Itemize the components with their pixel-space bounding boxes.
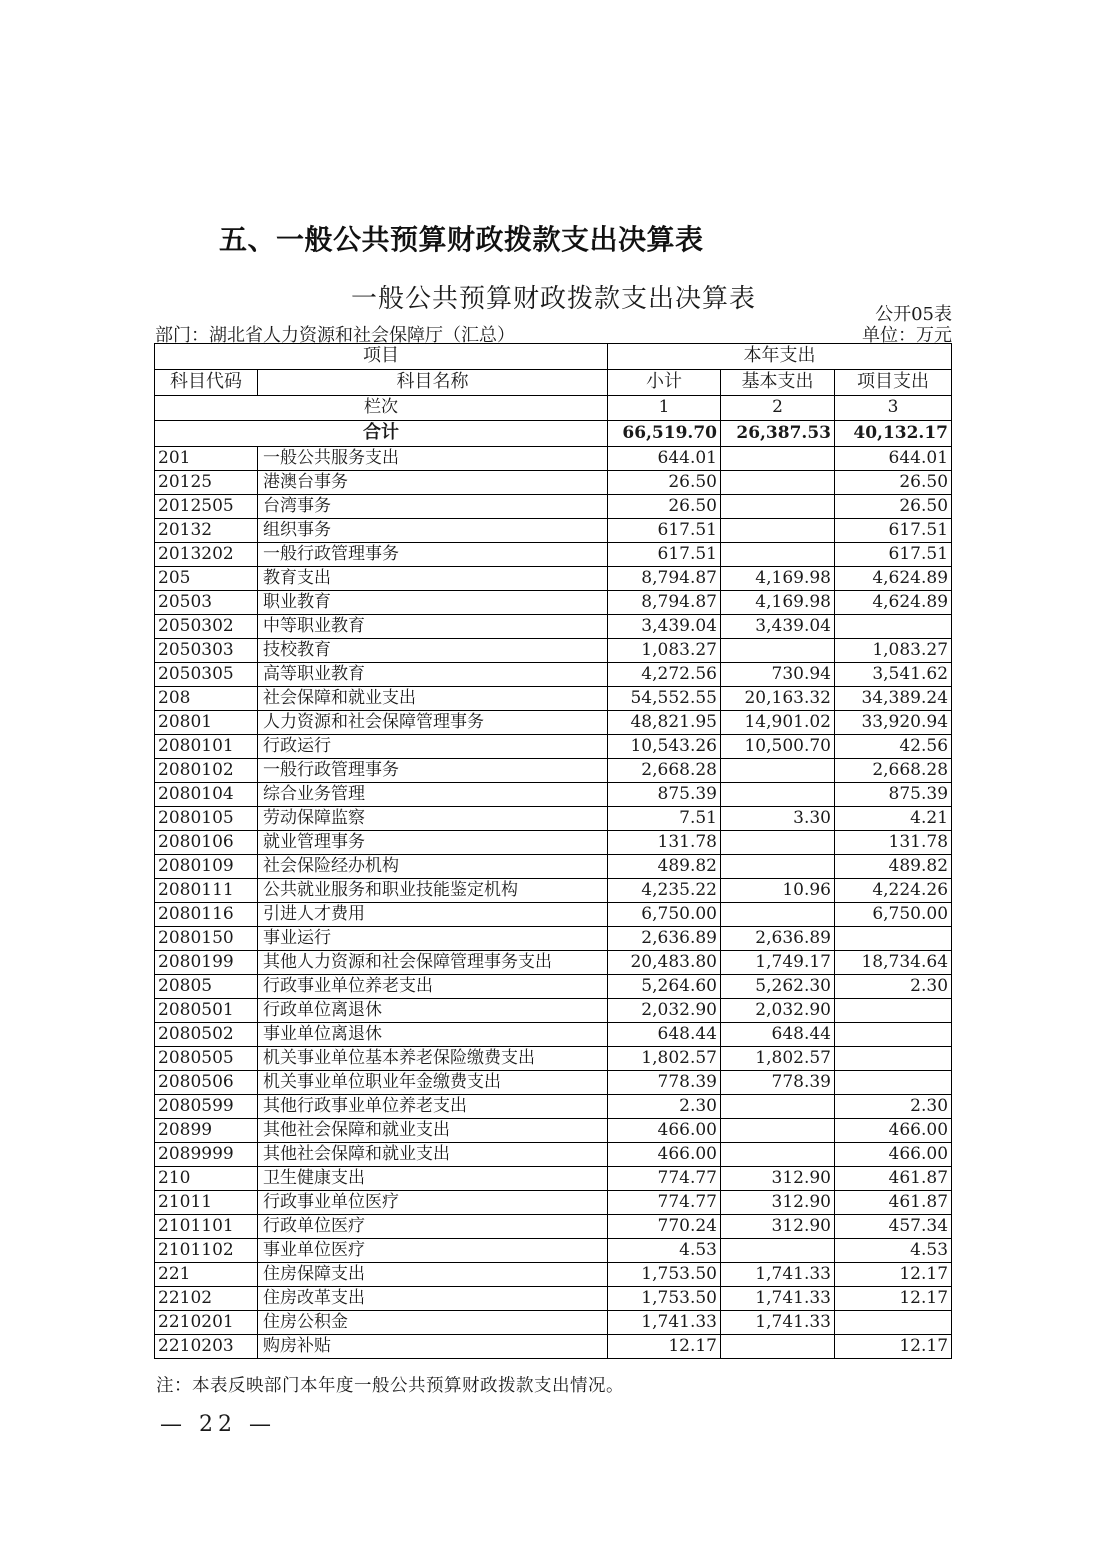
cell-subject-code: 20899 (155, 1119, 258, 1143)
cell-subject-name: 劳动保障监察 (258, 807, 608, 831)
table-row (155, 999, 952, 1023)
cell-basic-expenditure: 3.30 (721, 807, 835, 831)
cell-basic-expenditure (721, 831, 835, 855)
cell-subtotal: 648.44 (608, 1023, 721, 1047)
header-subject-name: 科目名称 (258, 370, 608, 396)
table-row (155, 1119, 952, 1143)
cell-basic-expenditure (721, 1119, 835, 1143)
cell-subject-name: 其他人力资源和社会保障管理事务支出 (258, 951, 608, 975)
cell-subject-code: 210 (155, 1167, 258, 1191)
cell-subject-code: 21011 (155, 1191, 258, 1215)
table-row (155, 567, 952, 591)
cell-subject-name: 公共就业服务和职业技能鉴定机构 (258, 879, 608, 903)
cell-basic-expenditure (721, 447, 835, 471)
cell-subject-name: 其他社会保障和就业支出 (258, 1119, 608, 1143)
cell-project-expenditure (835, 1071, 952, 1095)
cell-subject-name: 行政单位医疗 (258, 1215, 608, 1239)
cell-subject-code: 2050305 (155, 663, 258, 687)
table-row (155, 927, 952, 951)
cell-basic-expenditure: 2,636.89 (721, 927, 835, 951)
column-index-label: 栏次 (155, 396, 608, 421)
cell-subtotal: 466.00 (608, 1143, 721, 1167)
cell-subject-code: 2080502 (155, 1023, 258, 1047)
cell-subject-name: 一般行政管理事务 (258, 759, 608, 783)
cell-subject-code: 2080104 (155, 783, 258, 807)
cell-subject-name: 事业单位离退休 (258, 1023, 608, 1047)
cell-basic-expenditure (721, 471, 835, 495)
cell-subtotal: 4,235.22 (608, 879, 721, 903)
table-row (155, 1191, 952, 1215)
table-row (155, 543, 952, 567)
table-row (155, 975, 952, 999)
cell-subject-code: 2080501 (155, 999, 258, 1023)
cell-basic-expenditure: 14,901.02 (721, 711, 835, 735)
cell-project-expenditure: 26.50 (835, 471, 952, 495)
table-row (155, 1335, 952, 1359)
cell-subtotal: 5,264.60 (608, 975, 721, 999)
cell-project-expenditure: 461.87 (835, 1191, 952, 1215)
cell-project-expenditure: 4,624.89 (835, 591, 952, 615)
unit-label: 单位：万元 (862, 325, 952, 346)
cell-subject-name: 事业运行 (258, 927, 608, 951)
table-row (155, 1071, 952, 1095)
table-row (155, 615, 952, 639)
cell-subject-name: 技校教育 (258, 639, 608, 663)
cell-project-expenditure: 617.51 (835, 543, 952, 567)
cell-basic-expenditure (721, 543, 835, 567)
cell-subject-code: 2050303 (155, 639, 258, 663)
cell-subtotal: 4,272.56 (608, 663, 721, 687)
cell-subject-name: 卫生健康支出 (258, 1167, 608, 1191)
cell-subtotal: 26.50 (608, 495, 721, 519)
table-title: 一般公共预算财政拨款支出决算表 (350, 284, 756, 314)
cell-subject-name: 引进人才费用 (258, 903, 608, 927)
cell-subject-code: 205 (155, 567, 258, 591)
cell-subtotal: 2.30 (608, 1095, 721, 1119)
cell-basic-expenditure: 1,749.17 (721, 951, 835, 975)
cell-subject-name: 行政事业单位养老支出 (258, 975, 608, 999)
cell-basic-expenditure: 3,439.04 (721, 615, 835, 639)
table-row (155, 903, 952, 927)
table-row (155, 759, 952, 783)
table-row (155, 879, 952, 903)
cell-subject-name: 购房补贴 (258, 1335, 608, 1359)
cell-subtotal: 2,032.90 (608, 999, 721, 1023)
table-row (155, 783, 952, 807)
cell-subject-code: 2080199 (155, 951, 258, 975)
cell-subject-name: 住房公积金 (258, 1311, 608, 1335)
section-title: 五、一般公共预算财政拨款支出决算表 (219, 224, 704, 255)
table-row (155, 591, 952, 615)
cell-subtotal: 489.82 (608, 855, 721, 879)
cell-subject-name: 港澳台事务 (258, 471, 608, 495)
cell-subject-code: 2080506 (155, 1071, 258, 1095)
cell-project-expenditure: 18,734.64 (835, 951, 952, 975)
cell-subject-code: 2080109 (155, 855, 258, 879)
table-row (155, 1287, 952, 1311)
cell-subject-code: 20125 (155, 471, 258, 495)
table-row (155, 1047, 952, 1071)
cell-project-expenditure: 4.21 (835, 807, 952, 831)
page-number: — 22 — (160, 1412, 276, 1437)
cell-project-expenditure: 4,624.89 (835, 567, 952, 591)
cell-subject-name: 其他行政事业单位养老支出 (258, 1095, 608, 1119)
cell-basic-expenditure (721, 495, 835, 519)
cell-basic-expenditure (721, 783, 835, 807)
cell-subject-code: 2210203 (155, 1335, 258, 1359)
cell-subject-name: 组织事务 (258, 519, 608, 543)
cell-subject-name: 人力资源和社会保障管理事务 (258, 711, 608, 735)
cell-basic-expenditure (721, 759, 835, 783)
cell-project-expenditure: 466.00 (835, 1119, 952, 1143)
total-row (155, 421, 952, 447)
cell-subtotal: 54,552.55 (608, 687, 721, 711)
cell-subject-code: 20132 (155, 519, 258, 543)
cell-project-expenditure: 2.30 (835, 1095, 952, 1119)
cell-subject-code: 2013202 (155, 543, 258, 567)
header-group-row (155, 344, 952, 370)
cell-basic-expenditure: 1,741.33 (721, 1287, 835, 1311)
table-row (155, 471, 952, 495)
cell-subject-name: 社会保障和就业支出 (258, 687, 608, 711)
table-row (155, 495, 952, 519)
cell-project-expenditure: 33,920.94 (835, 711, 952, 735)
cell-subtotal: 20,483.80 (608, 951, 721, 975)
cell-project-expenditure: 457.34 (835, 1215, 952, 1239)
cell-subtotal: 48,821.95 (608, 711, 721, 735)
total-subtotal: 66,519.70 (608, 421, 721, 447)
cell-subtotal: 466.00 (608, 1119, 721, 1143)
cell-subject-code: 2101102 (155, 1239, 258, 1263)
cell-basic-expenditure: 20,163.32 (721, 687, 835, 711)
cell-subject-name: 事业单位医疗 (258, 1239, 608, 1263)
cell-subject-code: 208 (155, 687, 258, 711)
cell-subtotal: 4.53 (608, 1239, 721, 1263)
column-index-1: 1 (608, 396, 721, 421)
cell-subject-code: 20503 (155, 591, 258, 615)
total-project: 40,132.17 (835, 421, 952, 447)
table-row (155, 1143, 952, 1167)
cell-project-expenditure (835, 1023, 952, 1047)
table-row (155, 1215, 952, 1239)
cell-basic-expenditure (721, 639, 835, 663)
cell-basic-expenditure (721, 1095, 835, 1119)
cell-project-expenditure (835, 1311, 952, 1335)
header-project-group: 项目 (155, 344, 608, 370)
cell-project-expenditure: 875.39 (835, 783, 952, 807)
header-project-expenditure: 项目支出 (835, 370, 952, 396)
cell-subject-name: 行政事业单位医疗 (258, 1191, 608, 1215)
cell-basic-expenditure: 10.96 (721, 879, 835, 903)
cell-subtotal: 3,439.04 (608, 615, 721, 639)
table-row (155, 1023, 952, 1047)
cell-subtotal: 1,741.33 (608, 1311, 721, 1335)
header-subject-code: 科目代码 (155, 370, 258, 396)
table-row (155, 1239, 952, 1263)
cell-project-expenditure: 4.53 (835, 1239, 952, 1263)
cell-project-expenditure: 131.78 (835, 831, 952, 855)
table-row (155, 1167, 952, 1191)
cell-basic-expenditure (721, 903, 835, 927)
cell-subject-code: 2080116 (155, 903, 258, 927)
cell-subject-name: 行政单位离退休 (258, 999, 608, 1023)
cell-subtotal: 778.39 (608, 1071, 721, 1095)
table-row (155, 687, 952, 711)
cell-subject-name: 机关事业单位基本养老保险缴费支出 (258, 1047, 608, 1071)
cell-subject-code: 2080599 (155, 1095, 258, 1119)
table-row (155, 1263, 952, 1287)
cell-subtotal: 131.78 (608, 831, 721, 855)
cell-subject-name: 职业教育 (258, 591, 608, 615)
cell-basic-expenditure: 312.90 (721, 1191, 835, 1215)
table-note: 注：本表反映部门本年度一般公共预算财政拨款支出情况。 (156, 1376, 624, 1396)
cell-subtotal: 12.17 (608, 1335, 721, 1359)
cell-subtotal: 1,083.27 (608, 639, 721, 663)
table-row (155, 639, 952, 663)
cell-subject-name: 台湾事务 (258, 495, 608, 519)
cell-subject-code: 2012505 (155, 495, 258, 519)
cell-project-expenditure: 3,541.62 (835, 663, 952, 687)
cell-basic-expenditure: 1,741.33 (721, 1263, 835, 1287)
cell-subtotal: 8,794.87 (608, 591, 721, 615)
cell-subtotal: 617.51 (608, 519, 721, 543)
cell-subject-name: 综合业务管理 (258, 783, 608, 807)
cell-subtotal: 2,636.89 (608, 927, 721, 951)
cell-subtotal: 1,802.57 (608, 1047, 721, 1071)
cell-basic-expenditure (721, 855, 835, 879)
cell-basic-expenditure (721, 1143, 835, 1167)
cell-subject-code: 2080105 (155, 807, 258, 831)
header-basic-expenditure: 基本支出 (721, 370, 835, 396)
cell-subtotal: 617.51 (608, 543, 721, 567)
header-subtotal: 小计 (608, 370, 721, 396)
cell-subtotal: 770.24 (608, 1215, 721, 1239)
cell-project-expenditure (835, 1047, 952, 1071)
cell-basic-expenditure: 778.39 (721, 1071, 835, 1095)
cell-basic-expenditure (721, 1335, 835, 1359)
cell-project-expenditure: 12.17 (835, 1287, 952, 1311)
cell-subtotal: 774.77 (608, 1191, 721, 1215)
cell-subtotal: 1,753.50 (608, 1263, 721, 1287)
cell-basic-expenditure: 2,032.90 (721, 999, 835, 1023)
cell-project-expenditure: 12.17 (835, 1335, 952, 1359)
cell-project-expenditure: 6,750.00 (835, 903, 952, 927)
cell-basic-expenditure (721, 1239, 835, 1263)
cell-subtotal: 644.01 (608, 447, 721, 471)
cell-subject-code: 2050302 (155, 615, 258, 639)
cell-project-expenditure: 12.17 (835, 1263, 952, 1287)
cell-subject-code: 2101101 (155, 1215, 258, 1239)
cell-project-expenditure: 617.51 (835, 519, 952, 543)
cell-project-expenditure (835, 999, 952, 1023)
total-basic: 26,387.53 (721, 421, 835, 447)
table-row (155, 663, 952, 687)
cell-project-expenditure (835, 615, 952, 639)
cell-subtotal: 10,543.26 (608, 735, 721, 759)
cell-subtotal: 8,794.87 (608, 567, 721, 591)
cell-project-expenditure: 2,668.28 (835, 759, 952, 783)
table-body (155, 447, 952, 1359)
cell-basic-expenditure: 5,262.30 (721, 975, 835, 999)
budget-table (154, 343, 952, 1359)
table-row (155, 951, 952, 975)
cell-project-expenditure (835, 927, 952, 951)
cell-subtotal: 2,668.28 (608, 759, 721, 783)
cell-basic-expenditure: 312.90 (721, 1215, 835, 1239)
table-row (155, 807, 952, 831)
cell-subject-code: 2080106 (155, 831, 258, 855)
department-label: 部门：湖北省人力资源和社会保障厅（汇总） (155, 325, 515, 346)
cell-basic-expenditure: 312.90 (721, 1167, 835, 1191)
cell-project-expenditure: 34,389.24 (835, 687, 952, 711)
header-columns-row (155, 370, 952, 396)
cell-subtotal: 1,753.50 (608, 1287, 721, 1311)
cell-subtotal: 26.50 (608, 471, 721, 495)
header-current-year-group: 本年支出 (608, 344, 952, 370)
column-index-3: 3 (835, 396, 952, 421)
cell-project-expenditure: 489.82 (835, 855, 952, 879)
cell-subtotal: 7.51 (608, 807, 721, 831)
cell-basic-expenditure: 1,741.33 (721, 1311, 835, 1335)
cell-subject-code: 20801 (155, 711, 258, 735)
cell-project-expenditure: 461.87 (835, 1167, 952, 1191)
cell-subject-name: 就业管理事务 (258, 831, 608, 855)
cell-subject-code: 201 (155, 447, 258, 471)
cell-basic-expenditure: 4,169.98 (721, 567, 835, 591)
cell-subject-code: 2080101 (155, 735, 258, 759)
cell-subject-code: 2210201 (155, 1311, 258, 1335)
cell-basic-expenditure: 1,802.57 (721, 1047, 835, 1071)
cell-subtotal: 875.39 (608, 783, 721, 807)
cell-subject-code: 20805 (155, 975, 258, 999)
cell-project-expenditure: 644.01 (835, 447, 952, 471)
cell-basic-expenditure: 10,500.70 (721, 735, 835, 759)
cell-project-expenditure: 2.30 (835, 975, 952, 999)
cell-subject-code: 2080505 (155, 1047, 258, 1071)
cell-subject-name: 行政运行 (258, 735, 608, 759)
table-row (155, 1095, 952, 1119)
cell-basic-expenditure: 648.44 (721, 1023, 835, 1047)
cell-subject-code: 2080150 (155, 927, 258, 951)
cell-subtotal: 774.77 (608, 1167, 721, 1191)
cell-basic-expenditure: 730.94 (721, 663, 835, 687)
cell-subject-name: 中等职业教育 (258, 615, 608, 639)
cell-project-expenditure: 1,083.27 (835, 639, 952, 663)
cell-subject-name: 住房改革支出 (258, 1287, 608, 1311)
cell-subject-name: 社会保险经办机构 (258, 855, 608, 879)
column-index-row (155, 396, 952, 421)
table-row (155, 855, 952, 879)
cell-subject-code: 22102 (155, 1287, 258, 1311)
cell-basic-expenditure: 4,169.98 (721, 591, 835, 615)
cell-project-expenditure: 4,224.26 (835, 879, 952, 903)
cell-subject-name: 高等职业教育 (258, 663, 608, 687)
cell-subject-name: 其他社会保障和就业支出 (258, 1143, 608, 1167)
cell-subject-name: 一般公共服务支出 (258, 447, 608, 471)
cell-project-expenditure: 466.00 (835, 1143, 952, 1167)
table-row (155, 447, 952, 471)
table-row (155, 735, 952, 759)
column-index-2: 2 (721, 396, 835, 421)
cell-subject-code: 2089999 (155, 1143, 258, 1167)
cell-subtotal: 6,750.00 (608, 903, 721, 927)
total-label: 合计 (155, 421, 608, 447)
cell-project-expenditure: 42.56 (835, 735, 952, 759)
form-code-label: 公开05表 (875, 304, 952, 325)
cell-project-expenditure: 26.50 (835, 495, 952, 519)
table-row (155, 1311, 952, 1335)
cell-basic-expenditure (721, 519, 835, 543)
cell-subject-name: 教育支出 (258, 567, 608, 591)
table-row (155, 831, 952, 855)
table-row (155, 711, 952, 735)
cell-subject-code: 2080111 (155, 879, 258, 903)
cell-subject-name: 一般行政管理事务 (258, 543, 608, 567)
cell-subject-code: 2080102 (155, 759, 258, 783)
cell-subject-name: 住房保障支出 (258, 1263, 608, 1287)
table-row (155, 519, 952, 543)
cell-subject-code: 221 (155, 1263, 258, 1287)
cell-subject-name: 机关事业单位职业年金缴费支出 (258, 1071, 608, 1095)
